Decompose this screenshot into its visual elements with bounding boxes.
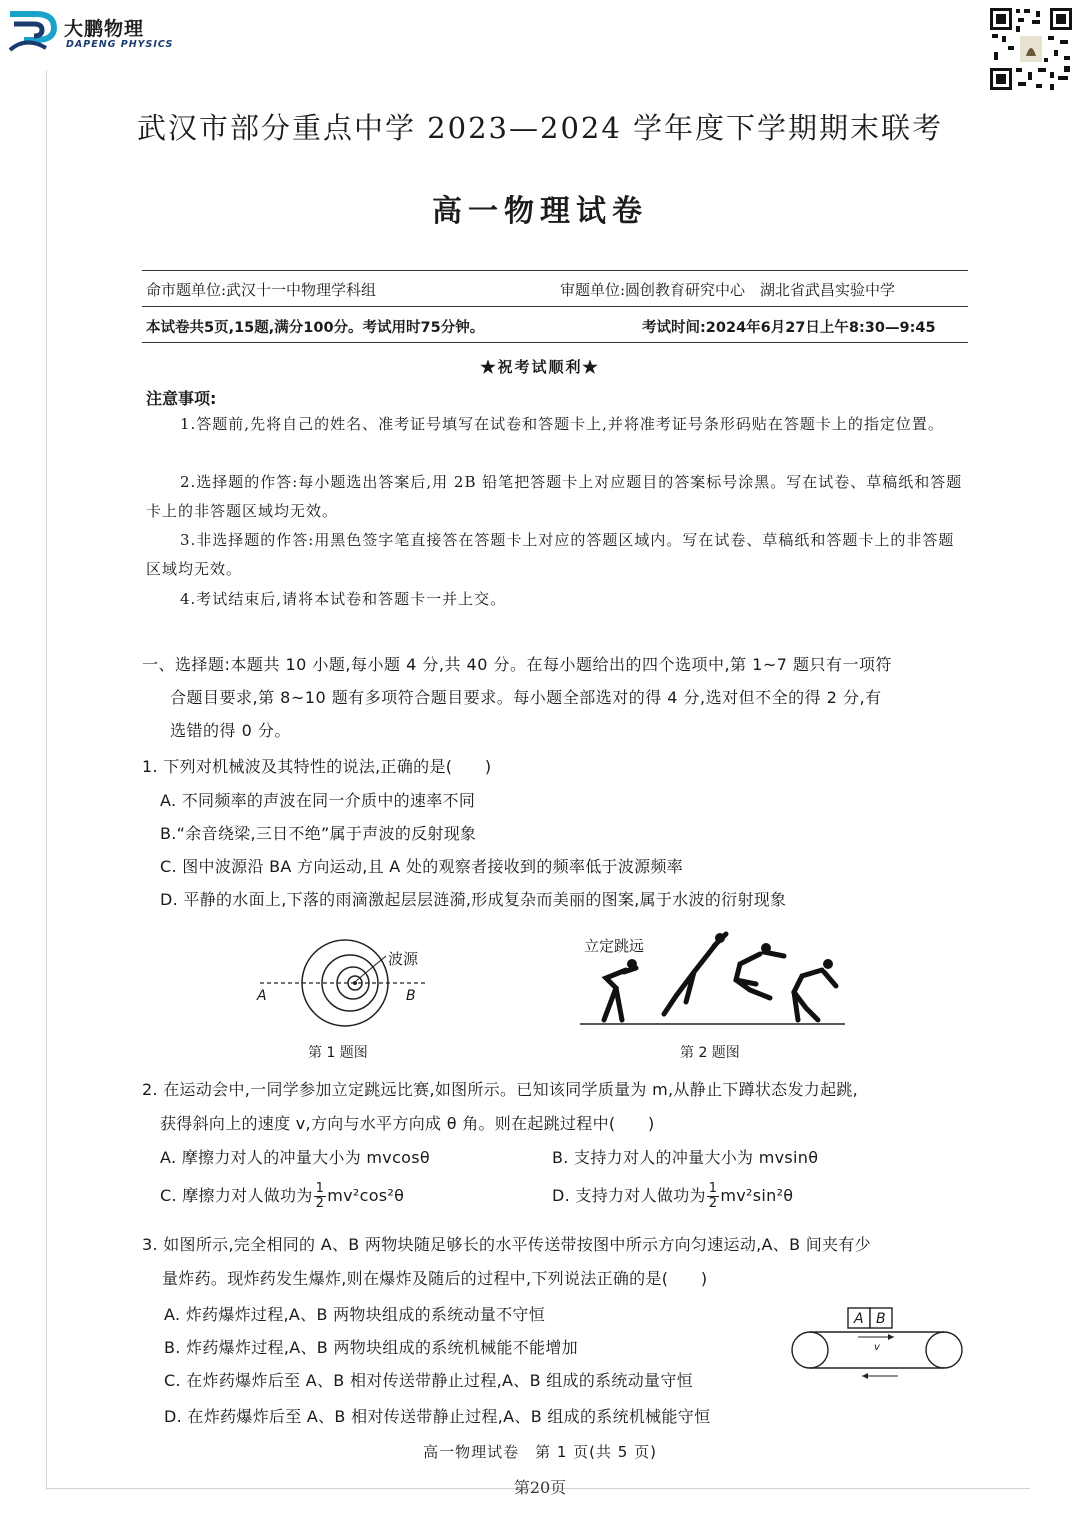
header-rule-middle [142,306,968,307]
q2-option-c-label: C. 摩擦力对人做功为 [160,1186,313,1205]
q1-fig-caption: 第 1 题图 [308,1045,368,1061]
q3-fig-label-b: B [876,1311,886,1327]
q3-fig-label-v: v [874,1342,880,1353]
q1-fig-label-b: B [406,988,416,1004]
proposer-info: 命市题单位:武汉十一中物理学科组 [146,281,377,299]
q2-option-d-fraction [707,1182,720,1211]
note-item-2: 2.选择题的作答:每小题选出答案后,用 2B 铅笔把答题卡上对应题目的答案标号涂黑。写在试卷、草稿纸和答题卡上的非答题区域均无效。 [146,473,963,520]
q3-option-d: D. 在炸药爆炸后至 A、B 相对传送带静止过程,A、B 组成的系统机械能守恒 [164,1407,711,1426]
header-rule-bottom [142,342,968,343]
q3-stem-line-1: 3. 如图所示,完全相同的 A、B 两物块随足够长的水平传送带按图中所示方向匀速运动,A、B 间夹有少 [142,1235,871,1254]
exam-title: 武汉市部分重点中学 2023—2024 学年度下学期期末联考 [136,111,944,145]
q2-option-c [160,1182,404,1211]
q2-option-c-expr: mv²cos²θ [327,1186,405,1205]
q3-option-b: B. 炸药爆炸过程,A、B 两物块组成的系统机械能不能增加 [164,1338,578,1357]
q1-option-c: C. 图中波源沿 BA 方向运动,且 A 处的观察者接收到的频率低于波源频率 [160,857,684,876]
paper-info: 本试卷共5页,15题,满分100分。考试用时75分钟。 [146,320,485,336]
good-luck-banner: ★祝考试顺利★ [480,358,600,376]
qr-code-icon [988,6,1074,92]
frac-numerator: 1 [708,1181,718,1196]
brand-subtitle: DAPENG PHYSICS [66,39,174,50]
brand-name: 大鹏物理 [64,18,145,40]
q2-stem-line-1: 2. 在运动会中,一同学参加立定跳远比赛,如图所示。已知该同学质量为 m,从静止下蹲状态发力起跳, [142,1080,859,1099]
q1-doppler-figure [250,928,450,1028]
q3-stem-line-2: 量炸药。现炸药发生爆炸,则在爆炸及随后的过程中,下列说法正确的是( ) [162,1269,708,1288]
section-1-heading [142,648,970,747]
q1-option-d: D. 平静的水面上,下落的雨滴激起层层涟漪,形成复杂而美丽的图案,属于水波的衍射现象 [160,890,787,909]
q2-long-jump-figure [580,928,850,1028]
q2-fig-label: 立定跳远 [584,937,645,955]
exam-time: 考试时间:2024年6月27日上午8:30—9:45 [642,320,936,336]
jumper-flight-icon [736,943,784,998]
note-item-3: 3.非选择题的作答:用黑色签字笔直接答在答题卡上对应的答题区域内。写在试卷、草稿纸和答题卡上的非答题区域均无效。 [146,531,955,578]
q1-stem: 1. 下列对机械波及其特性的说法,正确的是( ) [142,757,492,776]
frac-numerator: 1 [315,1181,325,1196]
page-border-left [46,70,47,1490]
q2-option-d-expr: mv²sin²θ [720,1186,794,1205]
q1-option-b: B.“余音绕梁,三日不绝”属于声波的反射现象 [160,824,477,843]
paper-title: 高一物理试卷 [432,194,648,229]
q2-option-c-fraction [314,1182,327,1211]
q1-fig-source-label: 波源 [388,950,419,968]
note-item-1: 1.答题前,先将自己的姓名、准考证号填写在试卷和答题卡上,并将准考证号条形码贴在答题卡上的指定位置。 [180,415,944,433]
section-1-line-1: 一、选择题:本题共 10 小题,每小题 4 分,共 40 分。在每小题给出的四个选项中,第 1~7 题只有一项符 [142,655,893,674]
jumper-landing-icon [794,959,836,1020]
reviewer-info: 审题单位:圆创教育研究中心 湖北省武昌实验中学 [560,281,896,299]
q1-fig-label-a: A [257,988,267,1004]
frac-denominator: 2 [315,1196,325,1211]
q3-fig-label-a: A [854,1311,864,1327]
page-number: 第20页 [513,1478,567,1497]
jumper-takeoff-icon [664,933,726,1014]
frac-denominator: 2 [708,1196,718,1211]
dapeng-logo-icon [6,6,62,54]
notes-heading: 注意事项: [146,389,217,408]
q2-option-b: B. 支持力对人的冲量大小为 mvsinθ [552,1148,819,1167]
section-1-line-3: 选错的得 0 分。 [170,721,291,740]
q2-fig-caption: 第 2 题图 [680,1045,740,1061]
q2-option-a: A. 摩擦力对人的冲量大小为 mvcosθ [160,1148,430,1167]
header-rule-top [142,270,968,271]
q2-option-d-label: D. 支持力对人做功为 [552,1186,706,1205]
q3-option-c: C. 在炸药爆炸后至 A、B 相对传送带静止过程,A、B 组成的系统动量守恒 [164,1371,693,1390]
q2-option-d [552,1182,793,1211]
q3-option-a: A. 炸药爆炸过程,A、B 两物块组成的系统动量不守恒 [164,1305,546,1324]
jumper-crouch-icon [604,959,637,1020]
brand-logo [6,6,206,54]
q2-stem-line-2: 获得斜向上的速度 v,方向与水平方向成 θ 角。则在起跳过程中( ) [160,1114,655,1133]
page-footer: 高一物理试卷 第 1 页(共 5 页) [423,1443,657,1461]
section-1-line-2: 合题目要求,第 8~10 题有多项符合题目要求。每小题全部选对的得 4 分,选对但不全的得 2 分,有 [170,688,882,707]
q1-option-a: A. 不同频率的声波在同一介质中的速率不同 [160,791,476,810]
note-item-4: 4.考试结束后,请将本试卷和答题卡一并上交。 [180,590,507,608]
